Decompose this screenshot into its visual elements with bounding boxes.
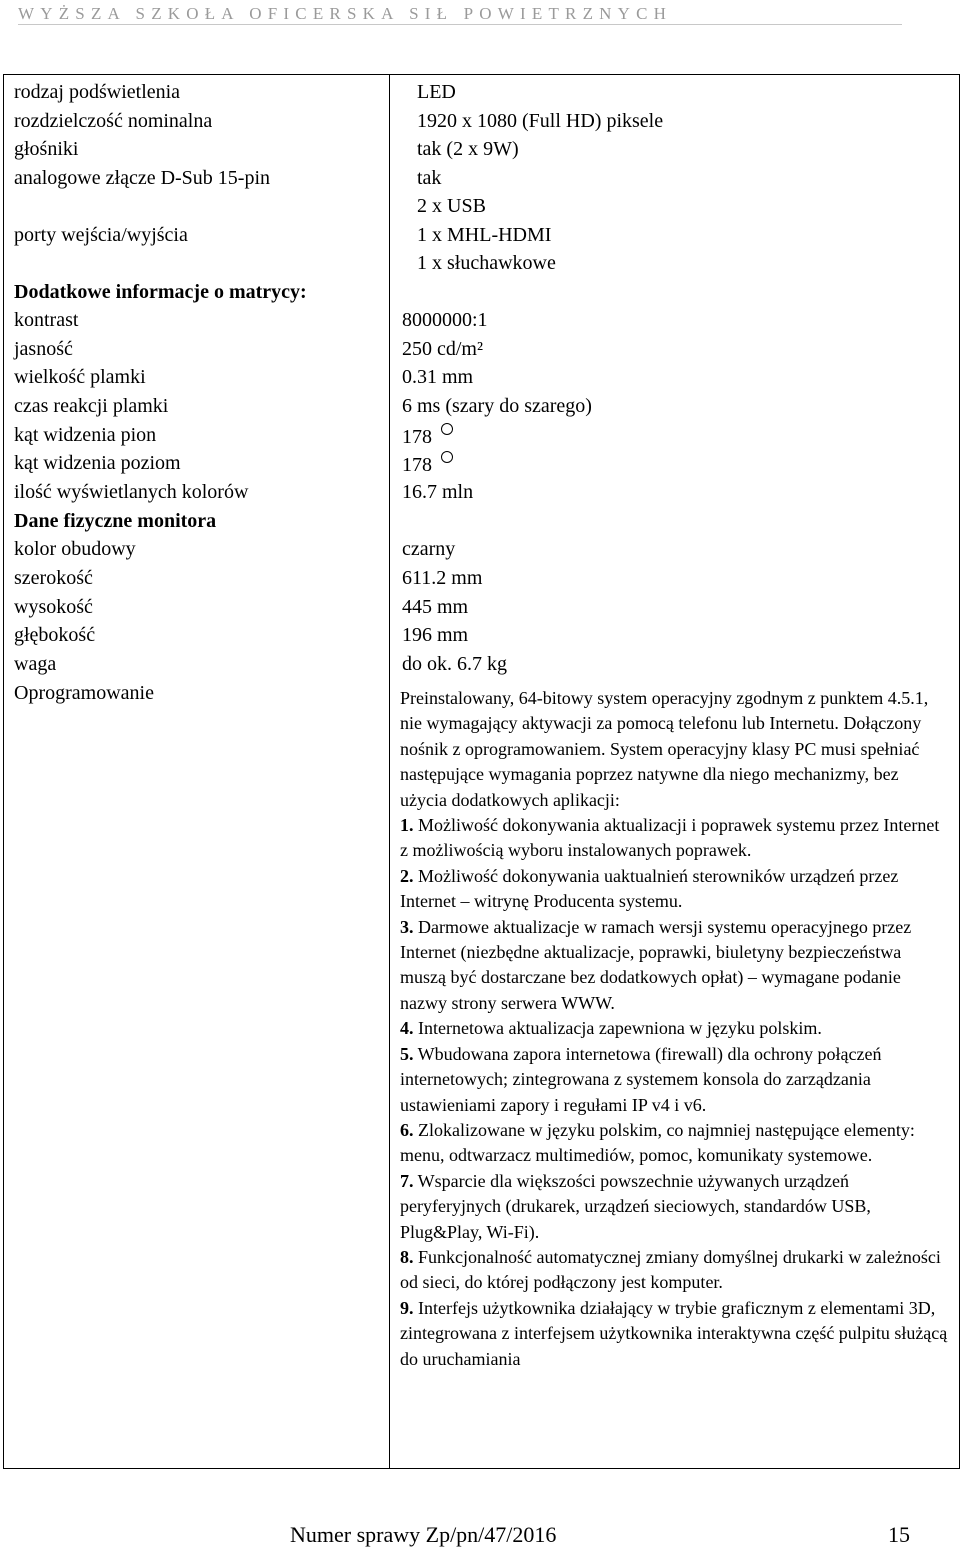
degree-symbol <box>441 423 453 435</box>
value-rodzaj-podswietlenia: LED <box>417 81 456 103</box>
requirement-7: 7. Wsparcie dla większości powszechnie używanych urządzeń peryferyjnych (drukarek, urządzeń sieciowych, standardów USB, Plug&Play, Wi-Fi). <box>400 1170 871 1242</box>
value-szerokosc: 611.2 mm <box>402 567 483 589</box>
label-oprogramowanie: Oprogramowanie <box>14 682 154 704</box>
label-kolory: ilość wyświetlanych kolorów <box>14 481 249 503</box>
value-porty-sluchawkowe: 1 x słuchawkowe <box>417 252 556 274</box>
requirement-9: 9. Interfejs użytkownika działający w trybie graficznym z elementami 3D, zintegrowana z interfejsem użytkownika interaktywna część pulpitu służącą do uruchamiania <box>400 1297 948 1369</box>
label-jasnosc: jasność <box>14 338 73 360</box>
label-porty: porty wejścia/wyjścia <box>14 224 188 246</box>
section-dane-fizyczne: Dane fizyczne monitora <box>14 510 217 532</box>
page-number: 15 <box>888 1522 910 1547</box>
value-czas-reakcji: 6 ms (szary do szarego) <box>402 395 592 417</box>
value-wysokosc: 445 mm <box>402 596 469 618</box>
label-wysokosc: wysokość <box>14 596 93 618</box>
requirement-8: 8. Funkcjonalność automatycznej zmiany domyślnej drukarki w zależności od sieci, do której podłączony jest komputer. <box>400 1246 941 1293</box>
value-kat-pion: 178 <box>402 423 453 449</box>
label-czas-reakcji: czas reakcji plamki <box>14 395 169 417</box>
software-requirements <box>400 686 948 1372</box>
label-kat-pion: kąt widzenia pion <box>14 424 157 446</box>
requirement-2: 2. Możliwość dokonywania uaktualnień sterowników urządzeń przez Internet – witrynę Producenta systemu. <box>400 865 899 912</box>
label-glebokosc: głębokość <box>14 624 96 646</box>
section-matryca: Dodatkowe informacje o matrycy: <box>14 281 307 303</box>
requirement-3: 3. Darmowe aktualizacje w ramach wersji systemu operacyjnego przez Internet (niezbędne aktualizacje, poprawki, biuletyny bezpieczeństwa muszą być dostarczane bez dodatkowych opłat) – wymagane podanie nazwy strony serwera WWW. <box>400 916 912 1013</box>
value-jasnosc: 250 cd/m² <box>402 338 483 360</box>
requirement-4: 4. Internetowa aktualizacja zapewniona w języku polskim. <box>400 1018 822 1039</box>
value-kat-poziom: 178 <box>402 451 453 477</box>
value-rozdzielczosc: 1920 x 1080 (Full HD) piksele <box>417 110 664 132</box>
label-waga: waga <box>14 653 57 675</box>
label-kolor-obudowy: kolor obudowy <box>14 538 136 560</box>
value-porty-hdmi: 1 x MHL-HDMI <box>417 224 552 246</box>
requirement-6: 6. Zlokalizowane w języku polskim, co najmniej następujące elementy: menu, odtwarzacz multimediów, pomoc, komunikaty systemowe. <box>400 1119 915 1166</box>
value-wielkosc-plamki: 0.31 mm <box>402 366 474 388</box>
label-dsub: analogowe złącze D-Sub 15-pin <box>14 167 271 189</box>
value-porty-usb: 2 x USB <box>417 195 486 217</box>
value-kontrast: 8000000:1 <box>402 309 488 331</box>
column-divider <box>389 75 390 1468</box>
requirement-5: 5. Wbudowana zapora internetowa (firewall) dla ochrony połączeń internetowych; zintegrowana z systemem konsola do zarządzania ustawieniami zapory i regułami IP v4 i v6. <box>400 1043 882 1115</box>
value-kolory: 16.7 mln <box>402 481 474 503</box>
label-szerokosc: szerokość <box>14 567 93 589</box>
value-dsub: tak <box>417 167 442 189</box>
value-glosniki: tak (2 x 9W) <box>417 138 519 160</box>
label-glosniki: głośniki <box>14 138 79 160</box>
software-intro: Preinstalowany, 64-bitowy system operacyjny zgodnym z punktem 4.5.1, nie wymagający aktywacji za pomocą telefonu lub Internetu. Dołączony nośnik z oprogramowaniem. System operacyjny klasy PC musi spełniać następujące wymagania poprzez natywne dla niego mechanizmy, bez użycia dodatkowych aplikacji: <box>400 688 929 810</box>
value-glebokosc: 196 mm <box>402 624 469 646</box>
page-header: WYŻSZA SZKOŁA OFICERSKA SIŁ POWIETRZNYCH <box>18 4 902 25</box>
requirement-1: 1. Możliwość dokonywania aktualizacji i poprawek systemu przez Internet z możliwością wyboru instalowanych poprawek. <box>400 815 940 861</box>
value-kolor-obudowy: czarny <box>402 538 456 560</box>
value-waga: do ok. 6.7 kg <box>402 653 507 675</box>
label-rodzaj-podswietlenia: rodzaj podświetlenia <box>14 81 181 103</box>
spec-table <box>3 74 960 1469</box>
degree-symbol <box>441 451 453 463</box>
label-kat-poziom: kąt widzenia poziom <box>14 452 181 474</box>
label-rozdzielczosc: rozdzielczość nominalna <box>14 110 213 132</box>
case-number: Numer sprawy Zp/pn/47/2016 <box>290 1522 557 1547</box>
label-kontrast: kontrast <box>14 309 79 331</box>
label-wielkosc-plamki: wielkość plamki <box>14 366 146 388</box>
